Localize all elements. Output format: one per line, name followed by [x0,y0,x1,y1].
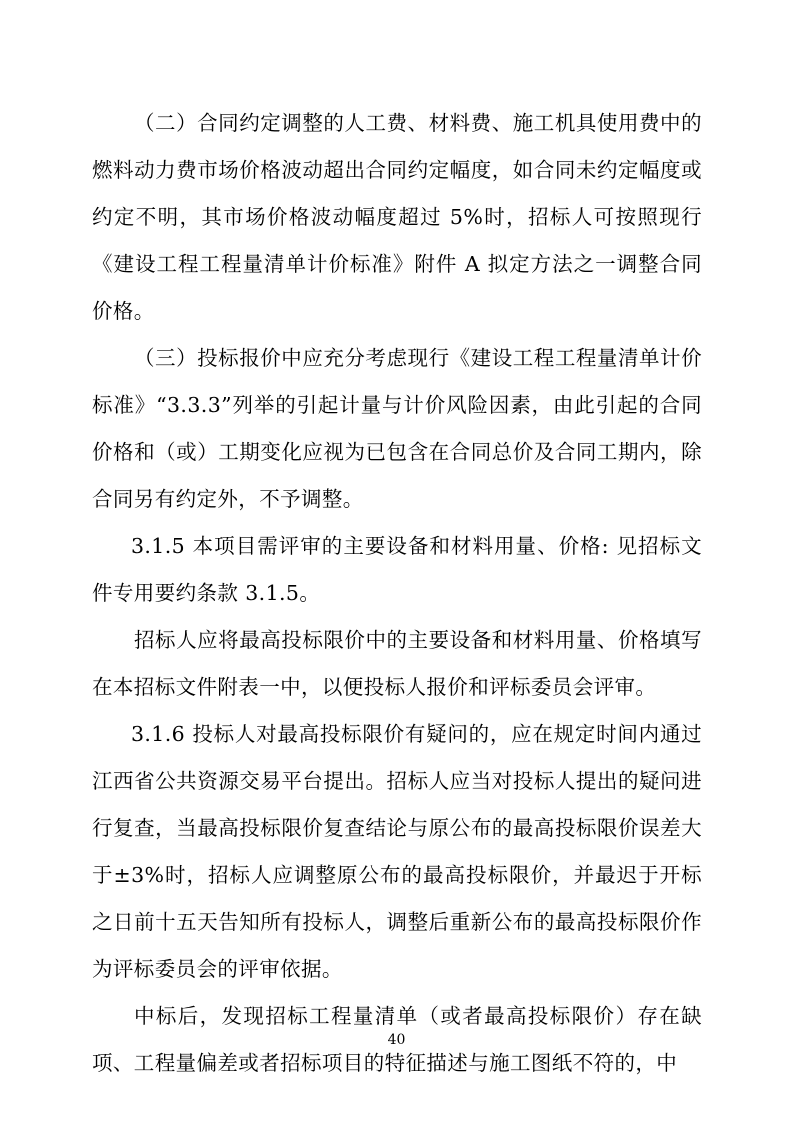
paragraph-4: 招标人应将最高投标限价中的主要设备和材料用量、价格填写在本招标文件附表一中，以便投标人报价和评标委员会评审。 [92,628,702,699]
page-number: 40 [387,1032,406,1048]
paragraph-6: 中标后，发现招标工程量清单（或者最高投标限价）存在缺项、工程量偏差或者招标项目的特征描述与施工图纸不符的，中 [92,1004,702,1075]
document-body [92,100,702,1087]
paragraph-3: 3.1.5 本项目需评审的主要设备和材料用量、价格: 见招标文件专用要约条款 3.1.5。 [92,534,702,605]
paragraph-2: （三）投标报价中应充分考虑现行《建设工程工程量清单计价标准》“3.3.3”列举的引起计量与计价风险因素，由此引起的合同价格和（或）工期变化应视为已包含在合同总价及合同工期内，除合同另有约定外，不予调整。 [92,346,702,511]
paragraph-5: 3.1.6 投标人对最高投标限价有疑问的，应在规定时间内通过江西省公共资源交易平台提出。招标人应当对投标人提出的疑问进行复查，当最高投标限价复查结论与原公布的最高投标限价误差大于±3%时，招标人应调整原公布的最高投标限价，并最迟于开标之日前十五天告知所有投标人，调整后重新公布的最高投标限价作为评标委员会的评审依据。 [92,722,702,981]
paragraph-1: （二）合同约定调整的人工费、材料费、施工机具使用费中的燃料动力费市场价格波动超出合同约定幅度，如合同未约定幅度或约定不明，其市场价格波动幅度超过 5%时，招标人可按照现行《建设工程工程量清单计价标准》附件 A 拟定方法之一调整合同价格。 [92,111,702,323]
